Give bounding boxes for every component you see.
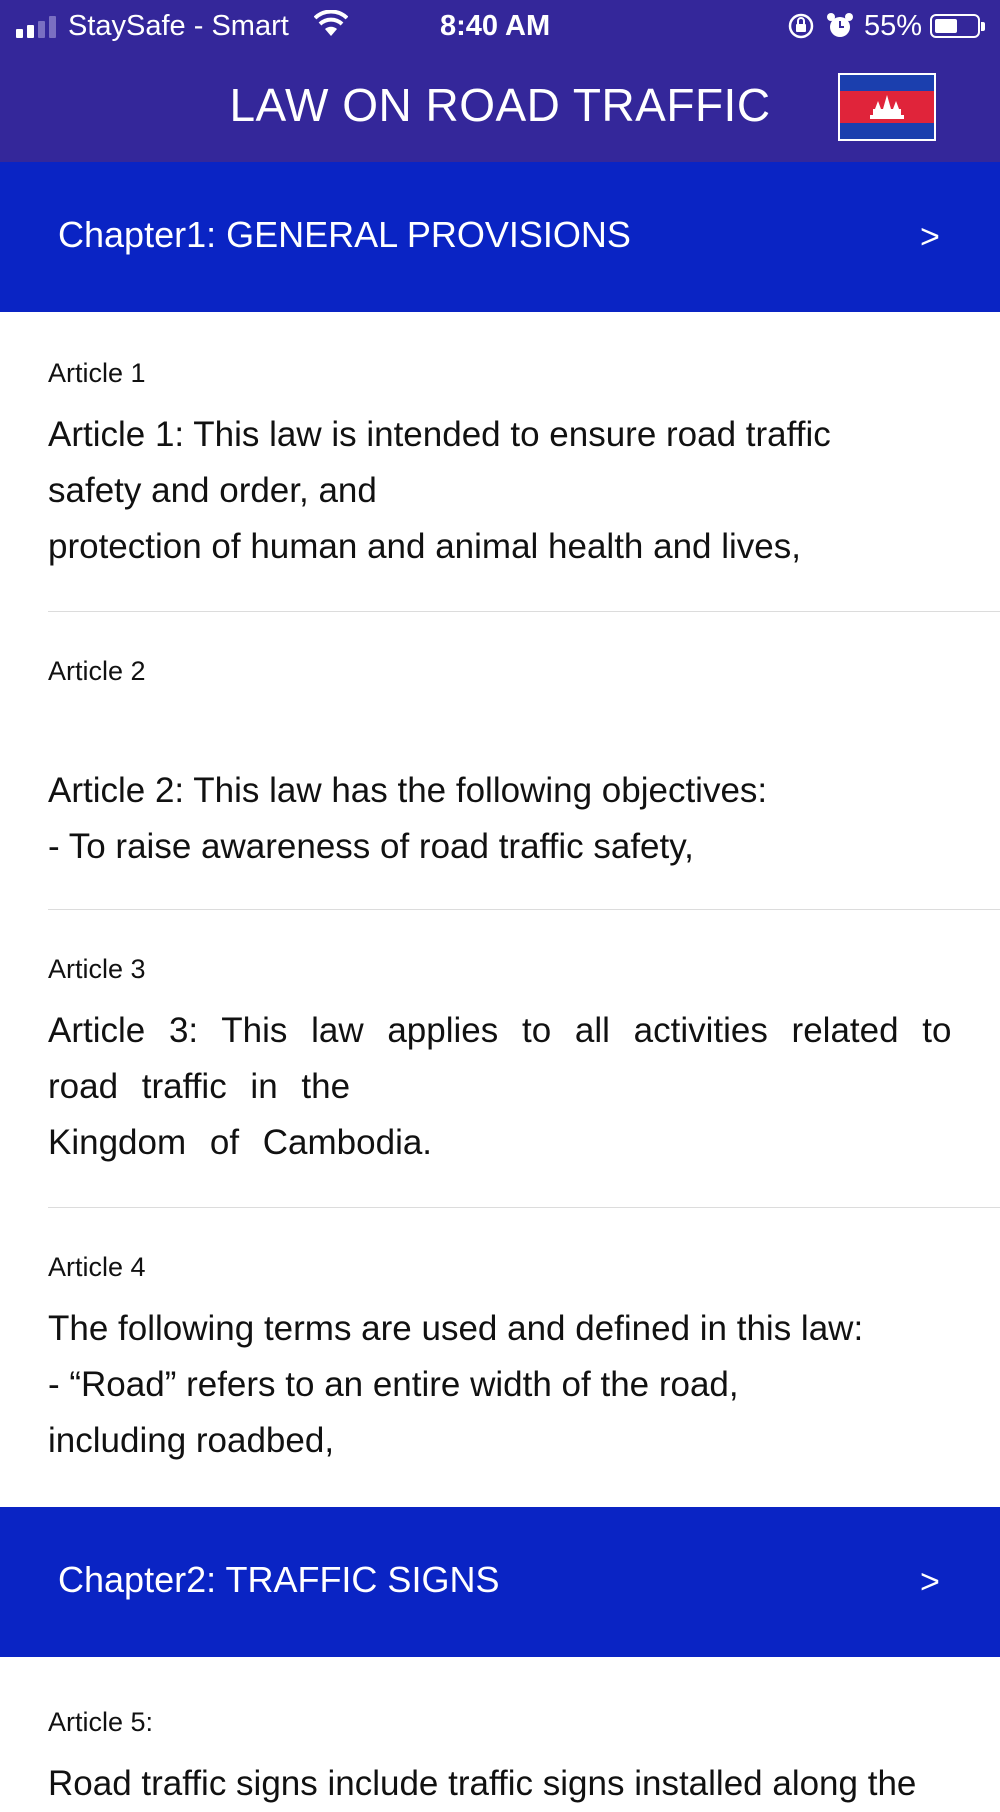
carrier-name: StaySafe - Smart — [68, 10, 289, 42]
cellular-signal-icon — [16, 16, 56, 38]
article-body: Article 2: This law has the following objectives: - To raise awareness of road traffic safety, — [48, 771, 768, 866]
article-title: Article 3 — [48, 954, 146, 984]
article-item-1[interactable] — [48, 357, 1000, 575]
article-body: Article 1: This law is intended to ensure road traffic safety and order, and protection of human and animal health and lives, — [48, 415, 831, 566]
article-title: Article 5: — [48, 1707, 154, 1737]
alarm-clock-icon — [826, 12, 854, 48]
wifi-icon — [314, 10, 348, 46]
divider — [48, 611, 1000, 612]
cambodia-flag-icon[interactable] — [838, 73, 936, 141]
article-title: Article 1 — [48, 358, 146, 388]
article-item-5[interactable] — [48, 1706, 1000, 1812]
chapter-header-2[interactable] — [0, 1507, 1000, 1657]
chapter-header-1[interactable] — [0, 162, 1000, 312]
article-title: Article 2 — [48, 656, 146, 686]
chapter-title: Chapter2: TRAFFIC SIGNS — [58, 1559, 500, 1600]
divider — [48, 1207, 1000, 1208]
article-item-4[interactable] — [48, 1251, 1000, 1469]
divider — [48, 909, 1000, 910]
page-title: LAW ON ROAD TRAFFIC — [229, 79, 771, 131]
article-body: Article 3: This law applies to all activities related to road traffic in the Kingdom of Cambodia. — [48, 1011, 952, 1162]
chapter-title: Chapter1: GENERAL PROVISIONS — [58, 214, 631, 255]
battery-icon — [930, 14, 980, 38]
status-bar — [0, 0, 1000, 54]
article-item-2[interactable] — [48, 655, 1000, 875]
article-body: The following terms are used and defined in this law: - “Road” refers to an entire width of the road, including roadbed, — [48, 1309, 864, 1460]
article-item-3[interactable] — [48, 953, 1000, 1171]
article-body: Road traffic signs include traffic signs installed along the — [48, 1764, 917, 1803]
top-bar — [0, 0, 1000, 162]
battery-percent: 55% — [864, 10, 923, 42]
chevron-right-icon: > — [920, 218, 940, 256]
status-time: 8:40 AM — [440, 10, 551, 42]
article-title: Article 4 — [48, 1252, 146, 1282]
battery-level-fill — [935, 19, 957, 33]
rotation-lock-icon — [787, 12, 815, 48]
chevron-right-icon: > — [920, 1563, 940, 1601]
